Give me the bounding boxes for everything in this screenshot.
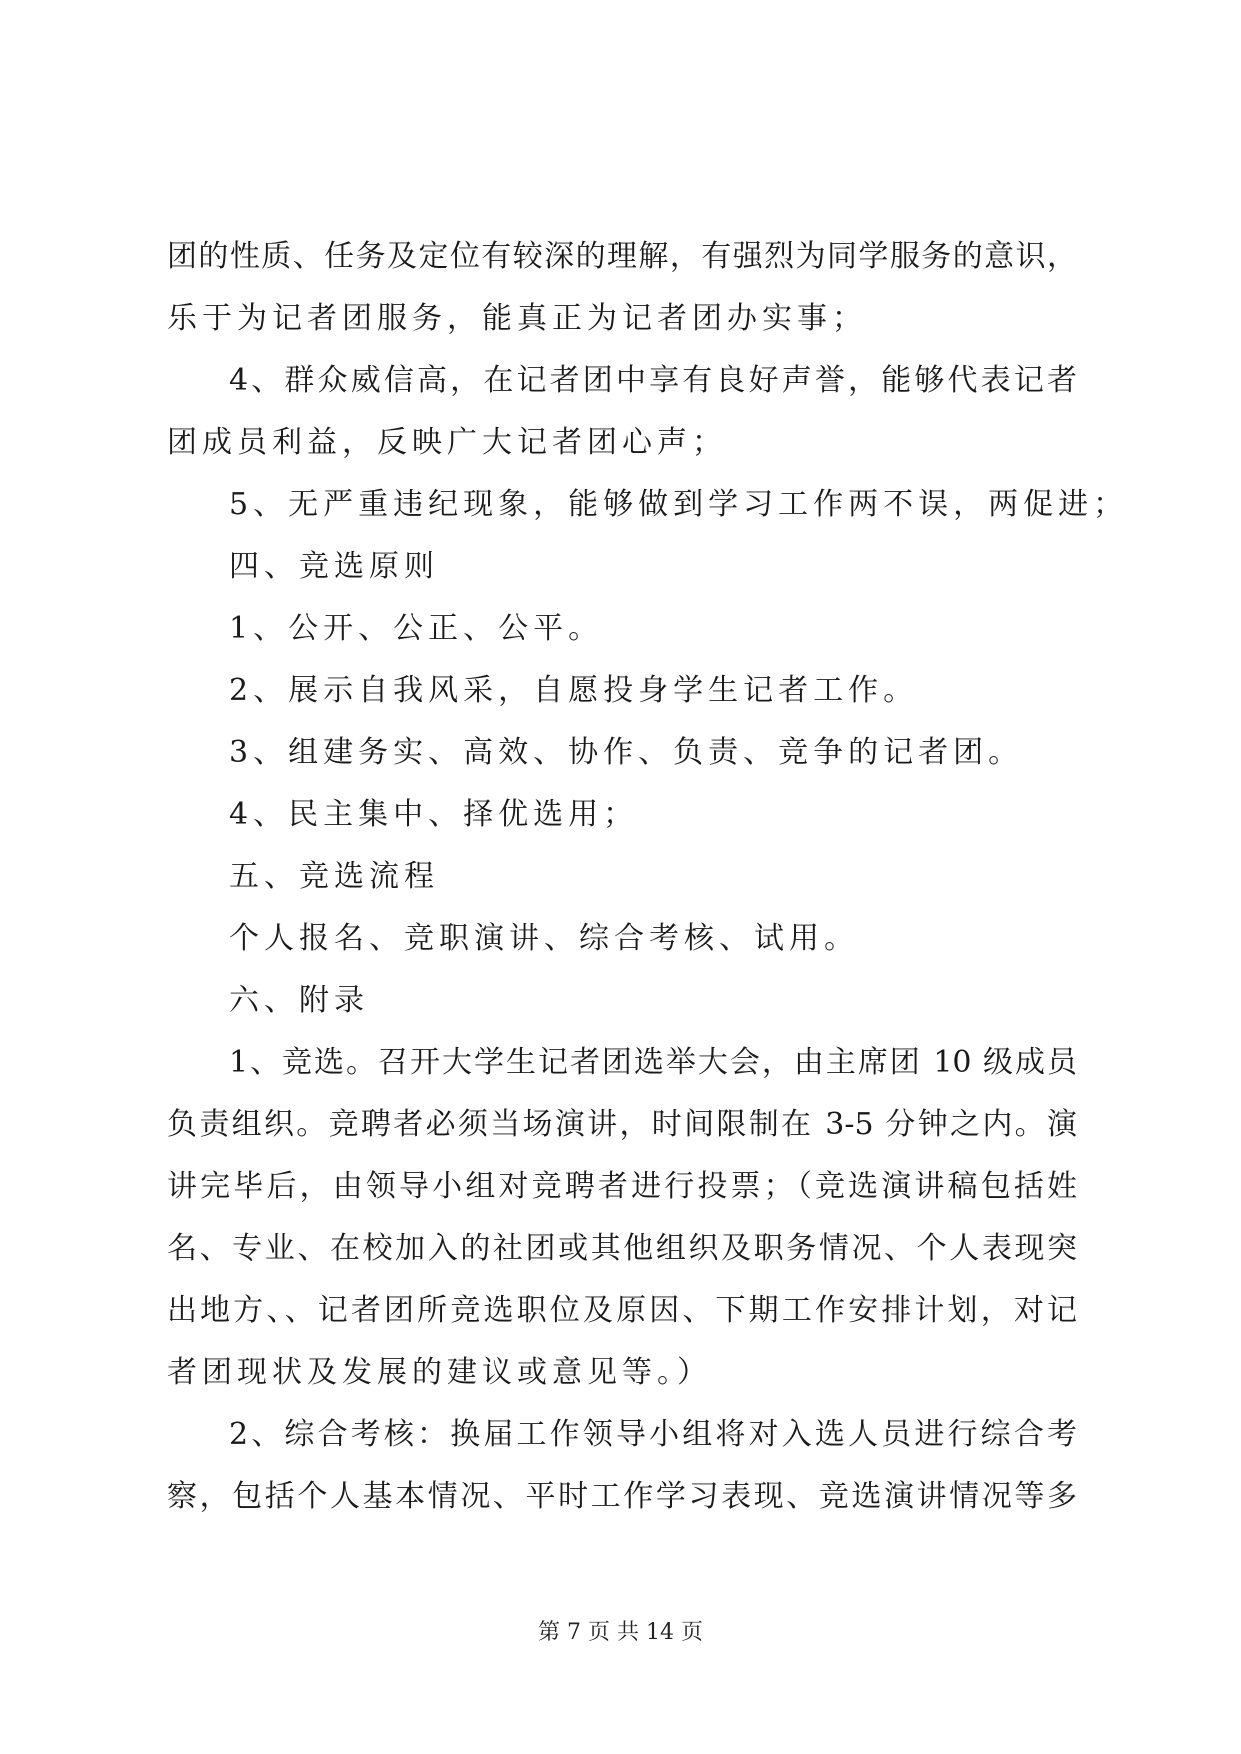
text-line: 乐于为记者团服务，能真正为记者团办实事； [167, 301, 867, 336]
text-line: 五、竞选流程 [229, 859, 439, 894]
text-line: 讲完毕后，由领导小组对竞聘者进行投票；（竞选演讲稿包括姓 [167, 1169, 1077, 1204]
text-line: 2、综合考核：换届工作领导小组将对入选人员进行综合考 [229, 1417, 1077, 1452]
text-line: 4、民主集中、择优选用； [229, 797, 639, 832]
document-body [167, 226, 1129, 1528]
text-line: 负责组织。竞聘者必须当场演讲，时间限制在 3-5 分钟之内。演 [167, 1107, 1077, 1142]
text-line: 个人报名、竞职演讲、综合考核、试用。 [229, 921, 859, 956]
text-line: 名、专业、在校加入的社团或其他组织及职务情况、个人表现突 [167, 1231, 1077, 1266]
text-line: 1、公开、公正、公平。 [229, 611, 604, 646]
text-line: 5、无严重违纪现象，能够做到学习工作两不误，两促进； [229, 487, 1129, 522]
page-footer: 第 7 页 共 14 页 [538, 1620, 703, 1645]
text-line: 出地方、、记者团所竞选职位及原因、下期工作安排计划，对记 [167, 1293, 1077, 1328]
text-line: 4、群众威信高，在记者团中享有良好声誉，能够代表记者 [229, 363, 1077, 398]
text-line: 六、附录 [229, 983, 369, 1018]
text-line: 1、竞选。召开大学生记者团选举大会，由主席团 10 级成员 [229, 1045, 1077, 1080]
text-line: 察，包括个人基本情况、平时工作学习表现、竞选演讲情况等多 [167, 1479, 1077, 1514]
text-line: 四、竞选原则 [229, 549, 439, 584]
text-line: 团的性质、任务及定位有较深的理解，有强烈为同学服务的意识， [167, 239, 1077, 274]
text-line: 团成员利益，反映广大记者团心声； [167, 425, 727, 460]
text-line: 3、组建务实、高效、协作、负责、竞争的记者团。 [229, 735, 1024, 770]
text-line: 2、展示自我风采，自愿投身学生记者工作。 [229, 673, 919, 708]
text-line: 者团现状及发展的建议或意见等。） [167, 1355, 712, 1390]
